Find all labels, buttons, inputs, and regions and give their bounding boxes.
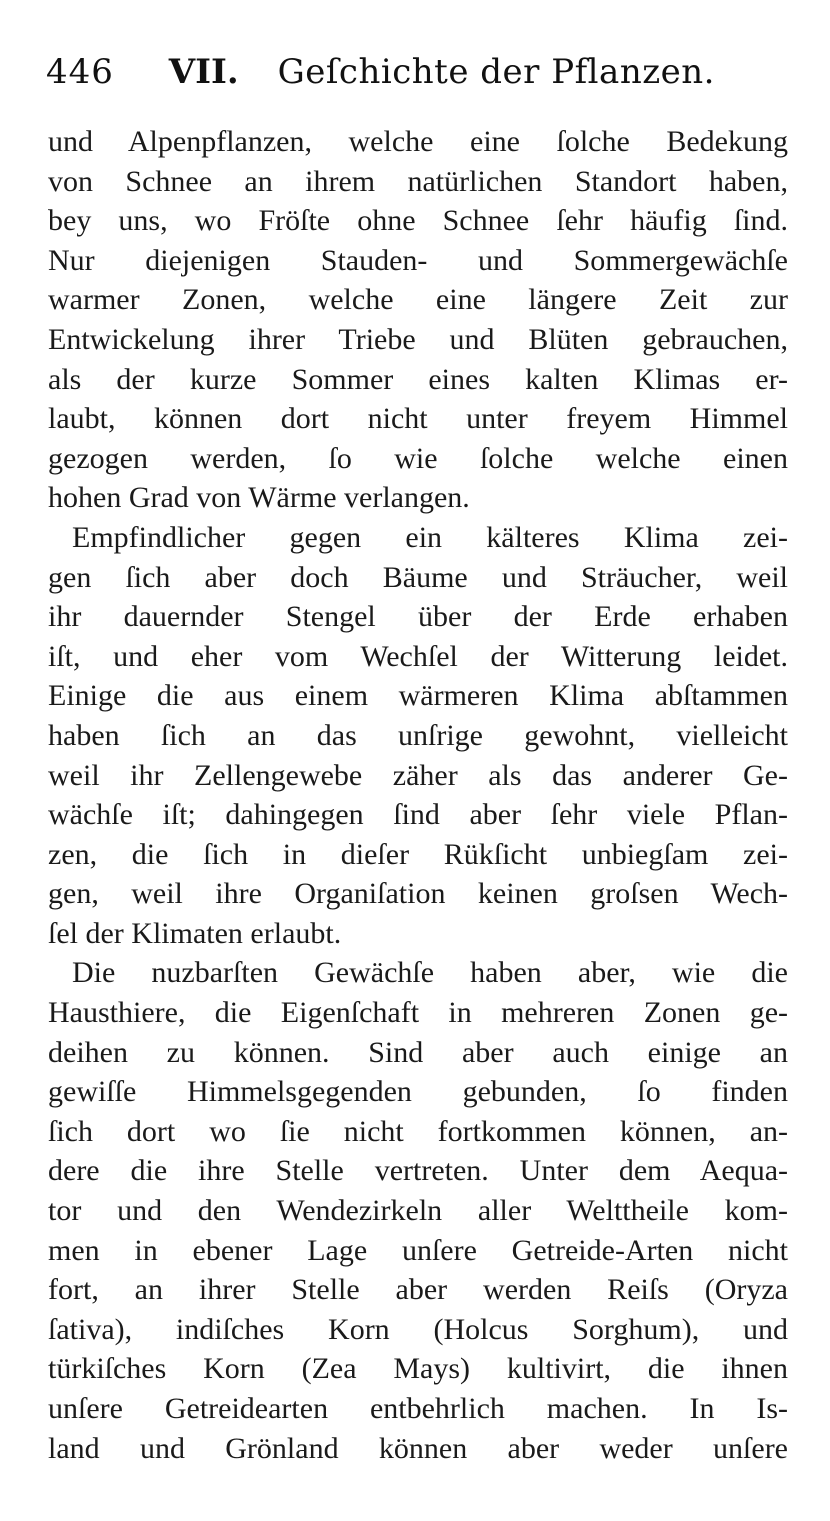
text-line: und Alpenpflanzen, welche eine ſolche Bedekung — [48, 125, 788, 158]
chapter-number: VII. — [168, 52, 239, 92]
text-line: gezogen werden, ſo wie ſolche welche einen — [48, 441, 788, 475]
text-line: von Schnee an ihrem natürlichen Standort haben, — [48, 164, 788, 198]
text-line: Nur diejenigen Stauden- und Sommergewächſe — [48, 243, 788, 277]
text-line: laubt, können dort nicht unter freyem Himmel — [48, 402, 788, 436]
text-line: ſich dort wo ſie nicht fortkommen können, an- — [48, 1114, 788, 1148]
text-line: haben ſich an das unſrige gewohnt, vielleicht — [48, 718, 788, 752]
text-line: wächſe iſt; dahingegen ſind aber ſehr viele Pflan- — [48, 798, 788, 832]
text-line: gen, weil ihre Organiſation keinen groſsen Wech- — [48, 877, 788, 911]
text-line: warmer Zonen, welche eine längere Zeit zur — [48, 283, 788, 317]
text-line: ſel der Klimaten erlaubt. — [48, 916, 342, 950]
text-line: unſere Getreidearten entbehrlich machen. In Is- — [48, 1392, 788, 1425]
text-line: zen, die ſich in dieſer Rükſicht unbiegſam zei- — [48, 837, 788, 871]
text-line: hohen Grad von Wärme verlangen. — [48, 481, 470, 515]
text-line: weil ihr Zellengewebe zäher als das anderer Ge- — [48, 758, 788, 792]
text-line: dere die ihre Stelle vertreten. Unter dem Aequa- — [48, 1154, 788, 1188]
text-line: Empfindlicher gegen ein kälteres Klima zei- — [72, 520, 788, 554]
text-line: tor und den Wendezirkeln aller Welttheile kom- — [48, 1194, 788, 1228]
text-line: Hausthiere, die Eigenſchaft in mehreren Zonen ge- — [48, 996, 788, 1030]
text-line: als der kurze Sommer eines kalten Klimas er- — [48, 362, 788, 396]
text-line: ſativa), indiſches Korn (Holcus Sorghum), und — [48, 1312, 788, 1346]
running-head — [46, 46, 746, 98]
text-line: land und Grönland können aber weder unſere — [48, 1431, 788, 1465]
text-line: men in ebener Lage unſere Getreide-Arten nicht — [48, 1233, 788, 1267]
text-line: bey uns, wo Fröſte ohne Schnee ſehr häufig ſind. — [48, 204, 788, 238]
page-number: 446 — [46, 52, 114, 92]
chapter-title: Geſchichte der Pflanzen. — [277, 52, 715, 92]
text-line: gen ſich aber doch Bäume und Sträucher, weil — [48, 560, 788, 594]
text-line: Entwickelung ihrer Triebe und Blüten gebrauchen, — [48, 322, 788, 356]
text-line: ihr dauernder Stengel über der Erde erhaben — [48, 600, 788, 634]
text-line: Die nuzbarſten Gewächſe haben aber, wie die — [72, 956, 788, 990]
text-line: gewiſſe Himmelsgegenden gebunden, ſo finden — [48, 1075, 788, 1109]
body-text — [48, 122, 788, 1468]
text-line: Einige die aus einem wärmeren Klima abſtammen — [48, 679, 788, 713]
text-line: deihen zu können. Sind aber auch einige an — [48, 1035, 788, 1069]
text-line: türkiſches Korn (Zea Mays) kultivirt, die ihnen — [48, 1352, 788, 1386]
text-line: iſt, und eher vom Wechſel der Witterung leidet. — [48, 639, 788, 673]
text-line: fort, an ihrer Stelle aber werden Reiſs (Oryza — [48, 1273, 788, 1307]
